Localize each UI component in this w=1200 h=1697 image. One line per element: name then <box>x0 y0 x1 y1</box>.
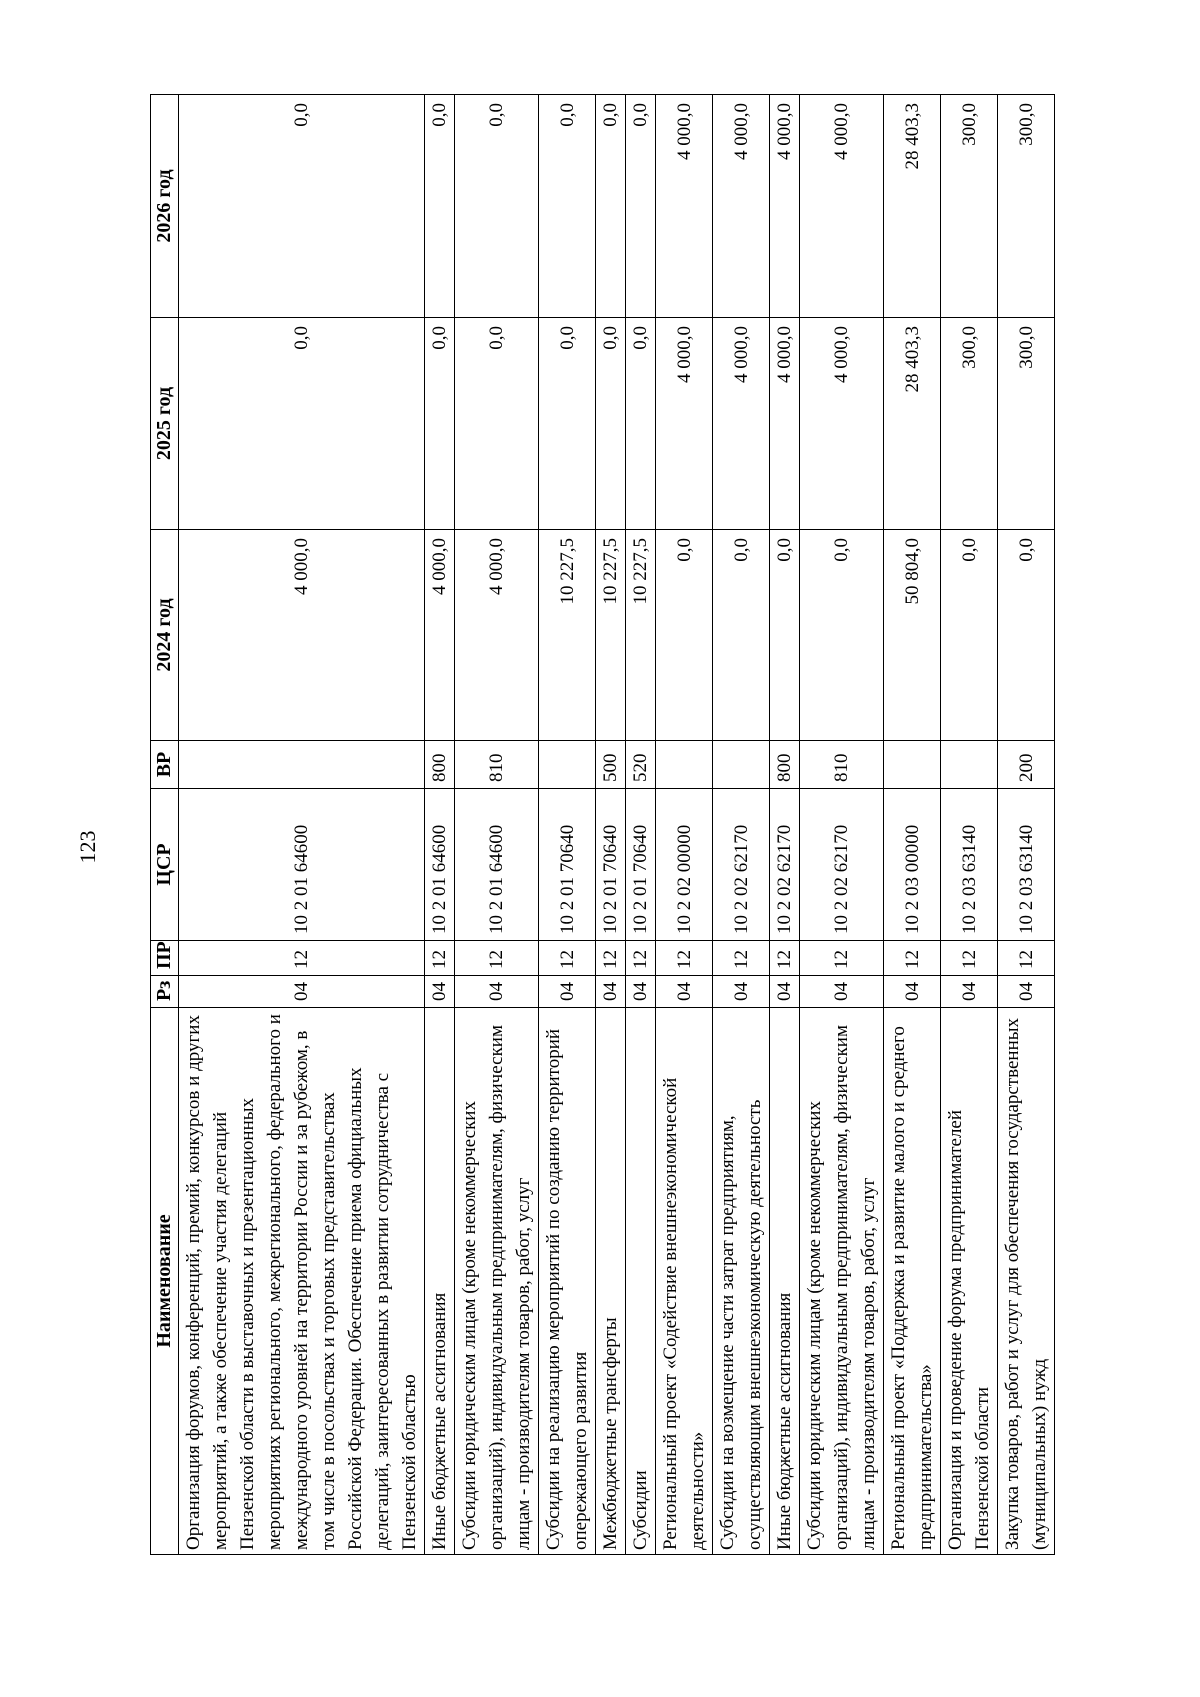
row-rz: 04 <box>539 976 596 1008</box>
row-pr: 12 <box>626 941 656 976</box>
table-row <box>425 95 455 1555</box>
row-pr: 12 <box>941 941 998 976</box>
table-row <box>455 95 539 1555</box>
table-row <box>884 95 941 1555</box>
row-csr: 10 2 02 62170 <box>770 789 800 941</box>
row-2024: 10 227,5 <box>539 530 596 741</box>
row-2026: 0,0 <box>425 95 455 318</box>
row-2026: 0,0 <box>179 95 425 318</box>
row-2025: 300,0 <box>941 318 998 530</box>
row-name: Субсидии на реализацию мероприятий по созданию территорий опережающего развития <box>539 1008 596 1555</box>
row-name: Субсидии <box>626 1008 656 1555</box>
row-2026: 4 000,0 <box>713 95 770 318</box>
row-csr: 10 2 02 62170 <box>713 789 770 941</box>
row-csr: 10 2 03 63140 <box>941 789 998 941</box>
row-2024: 4 000,0 <box>425 530 455 741</box>
row-vr: 800 <box>770 741 800 789</box>
table-body <box>179 95 1055 1555</box>
budget-table <box>150 94 1055 1555</box>
row-2025: 4 000,0 <box>800 318 884 530</box>
row-pr: 12 <box>713 941 770 976</box>
row-pr: 12 <box>179 941 425 976</box>
row-vr: 200 <box>998 741 1055 789</box>
row-rz: 04 <box>596 976 626 1008</box>
row-vr <box>539 741 596 789</box>
row-2025: 0,0 <box>425 318 455 530</box>
row-2025: 0,0 <box>596 318 626 530</box>
row-2026: 300,0 <box>941 95 998 318</box>
row-2024: 50 804,0 <box>884 530 941 741</box>
row-csr: 10 2 02 62170 <box>800 789 884 941</box>
row-2026: 0,0 <box>596 95 626 318</box>
row-csr: 10 2 01 64600 <box>455 789 539 941</box>
header-2024: 2024 год <box>151 530 179 741</box>
row-pr: 12 <box>998 941 1055 976</box>
row-vr <box>656 741 713 789</box>
row-2026: 0,0 <box>539 95 596 318</box>
table-row <box>713 95 770 1555</box>
row-2025: 4 000,0 <box>656 318 713 530</box>
row-name: Организация и проведение форума предпринимателей Пензенской области <box>941 1008 998 1555</box>
row-pr: 12 <box>656 941 713 976</box>
row-pr: 12 <box>425 941 455 976</box>
budget-table-rotated <box>150 95 1050 1555</box>
header-csr: ЦСР <box>151 789 179 941</box>
row-pr: 12 <box>800 941 884 976</box>
header-name: Наименование <box>151 1008 179 1555</box>
row-2025: 0,0 <box>179 318 425 530</box>
row-2026: 4 000,0 <box>770 95 800 318</box>
row-rz: 04 <box>656 976 713 1008</box>
row-vr: 800 <box>425 741 455 789</box>
table-row <box>626 95 656 1555</box>
table-row <box>596 95 626 1555</box>
row-2024: 0,0 <box>713 530 770 741</box>
row-2024: 0,0 <box>770 530 800 741</box>
row-name: Закупка товаров, работ и услуг для обеспечения государственных (муниципальных) нужд <box>998 1008 1055 1555</box>
row-pr: 12 <box>455 941 539 976</box>
row-rz: 04 <box>800 976 884 1008</box>
row-2026: 28 403,3 <box>884 95 941 318</box>
row-name: Региональный проект «Содействие внешнеэкономической деятельности» <box>656 1008 713 1555</box>
row-csr: 10 2 02 00000 <box>656 789 713 941</box>
row-2024: 0,0 <box>998 530 1055 741</box>
row-vr <box>179 741 425 789</box>
row-vr: 520 <box>626 741 656 789</box>
header-vr: ВР <box>151 741 179 789</box>
row-2024: 10 227,5 <box>596 530 626 741</box>
row-vr <box>941 741 998 789</box>
row-2025: 0,0 <box>455 318 539 530</box>
row-rz: 04 <box>941 976 998 1008</box>
row-rz: 04 <box>179 976 425 1008</box>
row-2024: 4 000,0 <box>455 530 539 741</box>
row-rz: 04 <box>425 976 455 1008</box>
row-rz: 04 <box>626 976 656 1008</box>
table-row <box>539 95 596 1555</box>
row-2026: 4 000,0 <box>800 95 884 318</box>
row-csr: 10 2 01 70640 <box>626 789 656 941</box>
row-2024: 10 227,5 <box>626 530 656 741</box>
row-vr: 810 <box>800 741 884 789</box>
row-csr: 10 2 03 63140 <box>998 789 1055 941</box>
row-vr: 500 <box>596 741 626 789</box>
row-vr <box>713 741 770 789</box>
row-2026: 300,0 <box>998 95 1055 318</box>
row-rz: 04 <box>770 976 800 1008</box>
row-name: Региональный проект «Поддержка и развитие малого и среднего предпринимательства» <box>884 1008 941 1555</box>
page-number: 123 <box>75 830 100 864</box>
row-2024: 0,0 <box>941 530 998 741</box>
row-2024: 0,0 <box>800 530 884 741</box>
row-rz: 04 <box>713 976 770 1008</box>
row-rz: 04 <box>455 976 539 1008</box>
row-vr <box>884 741 941 789</box>
row-rz: 04 <box>998 976 1055 1008</box>
table-header-row <box>151 95 179 1555</box>
row-csr: 10 2 01 70640 <box>539 789 596 941</box>
row-pr: 12 <box>884 941 941 976</box>
row-name: Субсидии юридическим лицам (кроме некоммерческих организаций), индивидуальным предпринимателям, физическим лицам - производителям товаров, работ, услуг <box>800 1008 884 1555</box>
row-csr: 10 2 01 70640 <box>596 789 626 941</box>
row-pr: 12 <box>539 941 596 976</box>
table-row <box>656 95 713 1555</box>
row-name: Иные бюджетные ассигнования <box>425 1008 455 1555</box>
row-2025: 28 403,3 <box>884 318 941 530</box>
row-name: Субсидии юридическим лицам (кроме некоммерческих организаций), индивидуальным предпринимателям, физическим лицам - производителям товаров, работ, услуг <box>455 1008 539 1555</box>
header-pr: ПР <box>151 941 179 976</box>
row-name: Субсидии на возмещение части затрат предприятиям, осуществляющим внешнеэкономическую деятельность <box>713 1008 770 1555</box>
row-2025: 0,0 <box>539 318 596 530</box>
row-2025: 0,0 <box>626 318 656 530</box>
row-name: Организация форумов, конференций, премий, конкурсов и других мероприятий, а также обеспечение участия делегаций Пензенской области в выставочных и презентационных мероприятиях регионального, межрегионального, федерального и международного уровней на территории России и за рубежом, в том числе в посольствах и торговых представительствах Российской Федерации. Обеспечение приема официальных делегаций, заинтересованных в развитии сотрудничества с Пензенской областью <box>179 1008 425 1555</box>
row-pr: 12 <box>596 941 626 976</box>
row-2024: 4 000,0 <box>179 530 425 741</box>
table-row <box>179 95 425 1555</box>
row-2026: 0,0 <box>455 95 539 318</box>
row-2026: 0,0 <box>626 95 656 318</box>
row-csr: 10 2 01 64600 <box>179 789 425 941</box>
row-2026: 4 000,0 <box>656 95 713 318</box>
row-pr: 12 <box>770 941 800 976</box>
row-2025: 4 000,0 <box>770 318 800 530</box>
table-row <box>770 95 800 1555</box>
row-csr: 10 2 03 00000 <box>884 789 941 941</box>
header-2025: 2025 год <box>151 318 179 530</box>
row-name: Межбюджетные трансферты <box>596 1008 626 1555</box>
table-row <box>800 95 884 1555</box>
header-rz: Рз <box>151 976 179 1008</box>
table-row <box>998 95 1055 1555</box>
row-2025: 300,0 <box>998 318 1055 530</box>
row-vr: 810 <box>455 741 539 789</box>
row-csr: 10 2 01 64600 <box>425 789 455 941</box>
row-2024: 0,0 <box>656 530 713 741</box>
table-row <box>941 95 998 1555</box>
header-2026: 2026 год <box>151 95 179 318</box>
row-name: Иные бюджетные ассигнования <box>770 1008 800 1555</box>
row-rz: 04 <box>884 976 941 1008</box>
row-2025: 4 000,0 <box>713 318 770 530</box>
